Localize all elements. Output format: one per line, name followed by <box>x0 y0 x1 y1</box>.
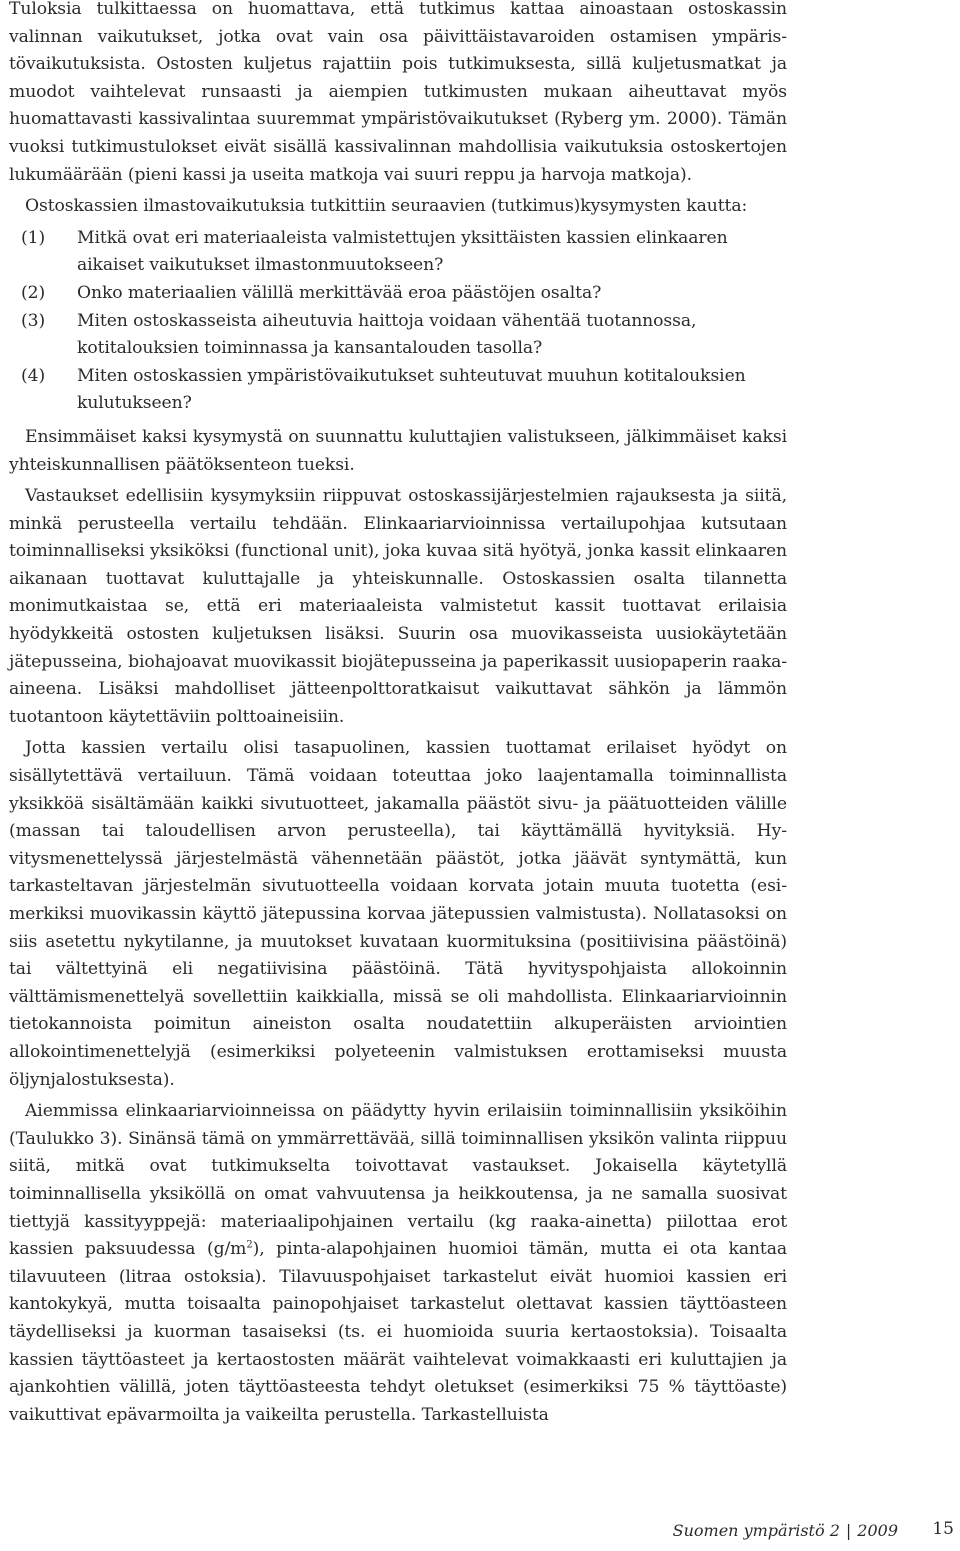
publication-info <box>673 1521 898 1540</box>
question-text: Mitkä ovat eri materiaaleista valmistettujen yksittäisten kassien elinkaaren aikaiset vaikutukset ilmastonmuutokseen? <box>77 227 728 276</box>
paragraph-text-part: ), pinta-alapohjainen huomioi tämän, mutta ei ota kantaa tilavuuteen (litraa ostoksia). Tilavuuspohjaiset tarkastelut eivät huomioi kassien eri kantokykyä, mutta toisaalta painopohjaiset tarkastelut olettavat kassien täyttöasteen täydelliseksi ja kuorman tasaiseksi (ts. ei huomioida suuria kertaostoksia). Toisaalta kassien täyttöasteet ja kertaostosten määrät vaihtelevat voimakkaasti eri kuluttajien ja ajankohtien välillä, joten täyttöasteesta tehdyt oletukset (esimerkiksi 75 % täyttöaste) vaikuttivat epävarmoilta ja vaikeilta perustella. Tarkastelluista <box>9 1239 787 1425</box>
question-text: Onko materiaalien välillä merkittävää eroa päästöjen osalta? <box>77 282 602 303</box>
publication-issue: 2 <box>829 1521 840 1540</box>
question-number: (2) <box>21 282 46 303</box>
paragraph-allocation: Jotta kassien vertailu olisi tasapuolinen, kassien tuottamat erilaiset hyödyt on sisällytettävä vertailuun. Tämä voidaan toteuttaa joko laajentamalla toiminnallista yksikköä sisältämään kaikki sivutuotteet, jakamalla päästöt sivu- ja päätuotteiden välille (massan tai taloudellisen arvon perusteella), tai käyttämällä hyvityksiä. Hyvitysmenettelyssä järjestelmästä vähennetään päästöt, jotka jäävät syntymättä, kun tarkasteltavan järjestelmän sivutuotteella voidaan korvata jotain muuta tuotetta (esimerkiksi muovikassin käyttö jätepussina korvaa jätepussien valmistusta). Nollatasoksi on siis asetettu nykytilanne, ja muutokset kuvataan kuormituksina (positiivisina päästöinä) tai vältettyinä eli negatiivisina päästöinä. Tätä hyvityspohjaista allokoinnin välttämismenettelyä sovellettiin kaikkialla, missä se oli mahdollista. Elinkaariarvioinnin tietokannoista poimitun aineiston osalta noudatettiin alkuperäisten arviointien allokointimenettelyjä (esimerkiksi polyeteenin valmistuksen erottamiseksi muusta öljynjalostuksesta). <box>9 738 787 1090</box>
superscript-unit: 2 <box>246 1239 253 1251</box>
text-column <box>9 0 787 1433</box>
question-number: (4) <box>21 365 46 386</box>
paragraph-text-part: Aiemmissa elinkaariarvioinneissa on päädytty hyvin erilaisiin toiminnallisiin yksiköihin (Taulukko 3). Sinänsä tämä on ymmärrettävää, sillä toiminnallisen yksikön valinta riippuu siitä, mitkä ovat tutkimukselta toivottavat vastaukset. Jokaisella käytetyllä toiminnallisella yksiköllä on omat vahvuutensa ja heikkoutensa, ja ne samalla suosivat tiettyjä kassityyppejä: materiaalipohjainen vertailu (kg raaka-ainetta) piilottaa erot kassien paksuudessa (g/m <box>9 1101 787 1260</box>
publication-name: Suomen ympäristö <box>672 1521 825 1540</box>
question-text: Miten ostoskassien ympäristövaikutukset suhteutuvat muuhun kotitalouksien kulutukseen? <box>77 365 746 414</box>
paragraph-questions-intro: Ostoskassien ilmastovaikutuksia tutkittiin seuraavien (tutkimus)kysymysten kautta: <box>25 196 748 217</box>
paragraph-results-scope: Tuloksia tulkittaessa on huomattava, että tutkimus kattaa ainoastaan ostoskassin valinnan vaikutukset, jotka ovat vain osa päivittäistavaroiden ostamisen ympäristövaikutuksista. Ostosten kuljetus rajattiin pois tutkimuksesta, sillä kuljetusmatkat ja muodot vaihtelevat runsaasti ja aiempien tutkimusten mukaan aiheuttavat myös huomattavasti kassivalintaa suuremmat ympäristövaikutukset (Ryberg ym. 2000). Tämän vuoksi tutkimustulokset eivät sisällä kassivalinnan mahdollisia vaikutuksia ostoskertojen lukumäärään (pieni kassi ja useita matkoja vai suuri reppu ja harvoja matkoja). <box>9 0 787 185</box>
publication-year: 2009 <box>857 1521 898 1540</box>
list-item <box>9 280 787 308</box>
question-number: (3) <box>21 310 46 331</box>
footer-separator: | <box>845 1521 852 1540</box>
question-text: Miten ostoskasseista aiheutuvia haittoja voidaan vähentää tuotannossa, kotitalouksien toiminnassa ja kansantalouden tasolla? <box>77 310 697 359</box>
paragraph-question-audience: Ensimmäiset kaksi kysymystä on suunnattu kuluttajien valistukseen, jälkimmäiset kaksi yhteiskunnallisen päätöksenteon tueksi. <box>9 426 787 475</box>
question-number: (1) <box>21 227 46 248</box>
list-item <box>9 225 787 280</box>
page-footer <box>0 1521 960 1551</box>
page-number: 15 <box>932 1519 954 1539</box>
list-item <box>9 363 787 418</box>
paragraph-previous-assessments <box>9 1098 787 1429</box>
list-item <box>9 308 787 363</box>
paragraph-functional-unit: Vastaukset edellisiin kysymyksiin riippuvat ostoskassijärjestelmien rajauksesta ja siitä, minkä perusteella vertailu tehdään. Elinkaariarvioinnissa vertailupohjaa kutsutaan toiminnalliseksi yksiköksi (functional unit), joka kuvaa sitä hyötyä, jonka kassit elinkaaren aikanaan tuottavat kuluttajalle ja yhteiskunnalle. Ostoskassien osalta tilannetta monimutkaistaa se, että eri materiaaleista valmistetut kassit tuottavat erilaisia hyödykkeitä ostosten kuljetuksen lisäksi. Suurin osa muovikasseista uusiokäytetään jätepusseina, biohajoavat muovikassit biojätepusseina ja paperikassit uusiopaperin raaka-aineena. Lisäksi mahdolliset jätteenpolttoratkaisut vaikuttavat sähkön ja lämmön tuotantoon käytettäviin polttoaineisiin. <box>9 486 787 727</box>
research-questions-list <box>9 225 787 418</box>
